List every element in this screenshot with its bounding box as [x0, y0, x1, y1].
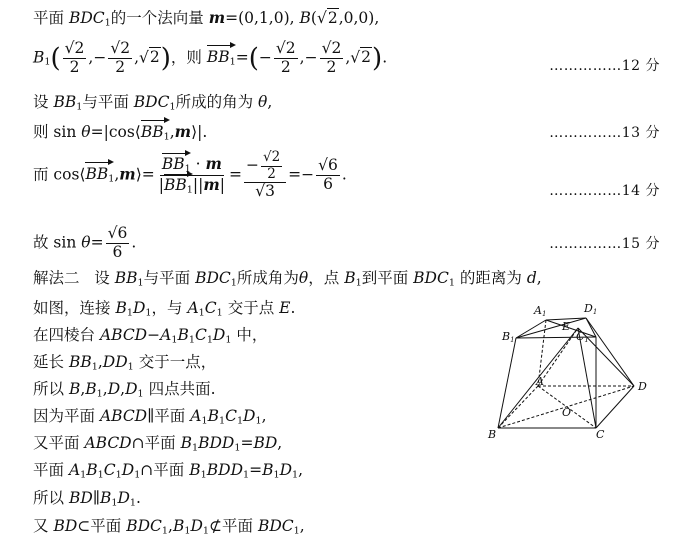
- text: 交于点: [227, 299, 275, 317]
- text: 而 cos: [33, 165, 80, 184]
- text: 平面: [222, 517, 254, 535]
- solution-line-1: 平面 $BDC_1$的一个法向量 m=(0,1,0), B(√2,0,0),: [33, 8, 380, 29]
- score-12: ……………12 分: [549, 58, 660, 74]
- text: 的一个法向量: [110, 9, 204, 27]
- text: 因为平面: [33, 407, 96, 425]
- label-D: D: [638, 380, 647, 393]
- text: 所成的角为: [175, 93, 254, 111]
- solution-line-10: 延长 $BB_1,DD_1$ 交于一点，: [33, 353, 217, 373]
- solution-line-5: 而 $\cos⟨BB_1,m⟩=$ $\frac{BB_1 \cdot m}{|BB_1||m|}$ = − $\frac{√2}{2}$ √3 =− $\frac{√6}{6}$ .: [33, 149, 347, 201]
- solution-line-9: 在四棱台 $ABCD-A_1B_1C_1D_1$ 中，: [33, 326, 268, 346]
- text: 又平面: [33, 434, 80, 452]
- text: 所以: [33, 489, 65, 507]
- text: 与平面: [82, 93, 129, 111]
- text: 又: [33, 517, 49, 535]
- score-15: ……………15 分: [549, 236, 660, 252]
- label-B1: B1: [502, 330, 515, 344]
- text: =(0,1,0),: [225, 9, 295, 27]
- text: 与平面: [143, 269, 191, 287]
- text: 平面: [33, 9, 65, 27]
- text: 到平面: [361, 269, 409, 287]
- label-D1: D1: [584, 302, 598, 316]
- text: 平面: [90, 517, 122, 535]
- text: 设: [94, 269, 110, 287]
- score-14: ……………14 分: [549, 183, 660, 199]
- label-C: C: [596, 428, 605, 441]
- text: 所成角为: [236, 269, 299, 287]
- label-A1: A1: [534, 304, 547, 318]
- label-O: O: [562, 406, 572, 419]
- text: 如图，连接: [33, 299, 111, 317]
- solution-line-15: 所以 $BD\parallel B_1D_1$.: [33, 489, 141, 509]
- solution-line-7: 解法二 设 $BB_1$与平面 $BDC_1$所成角为θ，点 $B_1$到平面 $BDC_1$ 的距离为 d,: [33, 269, 542, 289]
- solution-line-6: 故 sin θ= $\frac{√6}{6}$ .: [33, 224, 137, 261]
- label-A: A: [536, 375, 544, 388]
- text: 中，: [236, 326, 268, 344]
- text: 延长: [33, 353, 65, 371]
- solution-line-14: 平面 $A_1B_1C_1D_1\cap$平面 $B_1BDD_1=B_1D_1$,: [33, 461, 304, 481]
- text: 平面: [33, 461, 65, 479]
- label-B: B: [488, 428, 497, 441]
- text: 故 sin: [33, 233, 77, 252]
- text: ，点: [308, 269, 340, 287]
- text: 平面: [144, 434, 176, 452]
- solution-line-3: 设 $BB_1$与平面 $BDC_1$所成的角为 θ,: [33, 93, 273, 113]
- method-2-title: 解法二: [33, 269, 80, 287]
- solution-line-12: 因为平面 ABCD∥平面 $A_1B_1C_1D_1$,: [33, 407, 267, 427]
- solution-line-2: $B_1$( $\frac{√2}{2}$ ,− $\frac{√2}{2}$ ,√2)，则 $BB_1=(-$ $\frac{√2}{2}$ ,− $\frac{√2}{2}$ ,√2).: [33, 39, 388, 76]
- text: 则 sin: [33, 123, 77, 141]
- text: ，与: [151, 299, 183, 317]
- text: ，则: [170, 48, 202, 67]
- frustum-figure: [486, 298, 666, 443]
- text: 所以: [33, 380, 65, 398]
- solution-line-13: 又平面 ABCD∩平面 $B_1BDD_1=BD$,: [33, 434, 283, 454]
- text: 四点共面.: [148, 380, 216, 398]
- text: 平面: [154, 407, 186, 425]
- text: 在四棱台: [33, 326, 96, 344]
- text: 的距离为: [459, 269, 522, 287]
- solution-line-4: 则 $\sin \theta=|\cos⟨BB_1,m⟩|$.: [33, 122, 208, 143]
- solution-line-16: 又 BD⊂平面 $BDC_1,B_1D_1⊄$平面 $BDC_1$,: [33, 517, 305, 537]
- solution-line-11: 所以 $B,B_1,D,D_1$ 四点共面.: [33, 380, 216, 400]
- label-C1: C1: [576, 330, 589, 344]
- score-13: ……………13 分: [549, 125, 660, 141]
- text: 平面: [153, 461, 185, 479]
- label-E: E: [562, 320, 571, 333]
- text: 交于一点，: [138, 353, 217, 371]
- text: 设: [33, 93, 49, 111]
- solution-line-8: 如图，连接 $B_1D_1$，与 $A_1C_1$ 交于点 E.: [33, 299, 296, 319]
